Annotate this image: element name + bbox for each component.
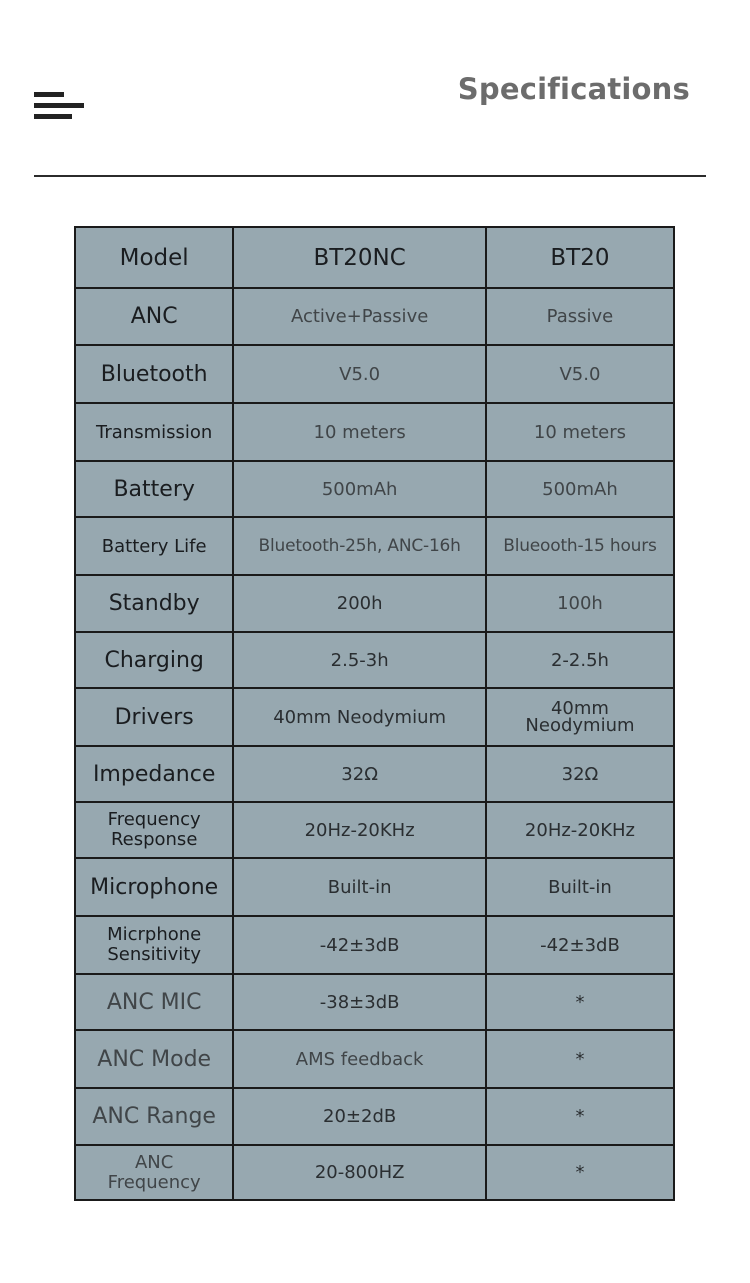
bt20-value: 500mAh [486, 461, 674, 517]
bt20-value: V5.0 [486, 345, 674, 403]
bt20nc-value: 32Ω [233, 746, 486, 802]
row-label: Transmission [75, 403, 233, 461]
specifications-table [74, 226, 675, 1201]
row-label: Bluetooth [75, 345, 233, 403]
bt20-value: 10 meters [486, 403, 674, 461]
column-header-bt20: BT20 [486, 227, 674, 288]
page-title: Specifications [457, 72, 690, 106]
bt20nc-value: 500mAh [233, 461, 486, 517]
table-row [75, 974, 674, 1030]
row-label [75, 916, 233, 974]
bt20nc-value: AMS feedback [233, 1030, 486, 1088]
row-label: Impedance [75, 746, 233, 802]
column-header-bt20nc: BT20NC [233, 227, 486, 288]
table-row [75, 461, 674, 517]
bt20nc-value: Bluetooth-25h, ANC-16h [233, 517, 486, 575]
table-row [75, 1030, 674, 1088]
row-label: Microphone [75, 858, 233, 916]
bt20-value: 100h [486, 575, 674, 632]
row-label-line: Sensitivity [107, 944, 202, 965]
row-label [75, 1145, 233, 1200]
row-label-line: Micrphone [107, 924, 202, 945]
table-row [75, 916, 674, 974]
bt20nc-value: V5.0 [233, 345, 486, 403]
bt20-value: 2-2.5h [486, 632, 674, 688]
table-row [75, 858, 674, 916]
bt20nc-value: 10 meters [233, 403, 486, 461]
row-label [75, 802, 233, 858]
table-row [75, 403, 674, 461]
bt20-value: Passive [486, 288, 674, 345]
bt20-value: 20Hz-20KHz [486, 802, 674, 858]
bt20-value: * [486, 974, 674, 1030]
table-row [75, 802, 674, 858]
row-label-line: ANC [134, 1151, 174, 1173]
bt20-value: -42±3dB [486, 916, 674, 974]
table-row [75, 1088, 674, 1145]
table-row [75, 688, 674, 746]
bt20nc-value: 40mm Neodymium [233, 688, 486, 746]
row-label-line: Frequency [107, 1171, 201, 1193]
table-row [75, 575, 674, 632]
row-label: Standby [75, 575, 233, 632]
row-label: ANC Range [75, 1088, 233, 1145]
row-label: Drivers [75, 688, 233, 746]
row-label: ANC Mode [75, 1030, 233, 1088]
bt20-value-line: Neodymium [525, 715, 635, 736]
menu-line [34, 114, 72, 119]
table-row [75, 632, 674, 688]
table-row [75, 345, 674, 403]
table-header-row [75, 227, 674, 288]
table-row [75, 517, 674, 575]
bt20nc-value: 200h [233, 575, 486, 632]
hamburger-menu-icon[interactable] [34, 92, 86, 124]
header-divider [34, 175, 706, 177]
bt20-value: 32Ω [486, 746, 674, 802]
row-label-line: Frequency [107, 809, 201, 830]
menu-line [34, 103, 84, 108]
bt20nc-value: 20-800HZ [233, 1145, 486, 1200]
table-row [75, 746, 674, 802]
row-label: Charging [75, 632, 233, 688]
bt20-value: * [486, 1030, 674, 1088]
bt20nc-value: Active+Passive [233, 288, 486, 345]
row-label: Battery [75, 461, 233, 517]
bt20nc-value: 20±2dB [233, 1088, 486, 1145]
row-label: Battery Life [75, 517, 233, 575]
table-row [75, 288, 674, 345]
table-row [75, 1145, 674, 1200]
row-label: ANC [75, 288, 233, 345]
bt20-value: Blueooth-15 hours [486, 517, 674, 575]
bt20-value: * [486, 1088, 674, 1145]
row-label: ANC MIC [75, 974, 233, 1030]
bt20-value: Built-in [486, 858, 674, 916]
bt20nc-value: -42±3dB [233, 916, 486, 974]
bt20-value [486, 688, 674, 746]
bt20-value-line: 40mm [550, 698, 609, 719]
bt20nc-value: 2.5-3h [233, 632, 486, 688]
bt20nc-value: Built-in [233, 858, 486, 916]
bt20nc-value: 20Hz-20KHz [233, 802, 486, 858]
bt20nc-value: -38±3dB [233, 974, 486, 1030]
bt20-value: * [486, 1145, 674, 1200]
column-header-model: Model [75, 227, 233, 288]
menu-line [34, 92, 64, 97]
row-label-line: Response [110, 829, 198, 850]
